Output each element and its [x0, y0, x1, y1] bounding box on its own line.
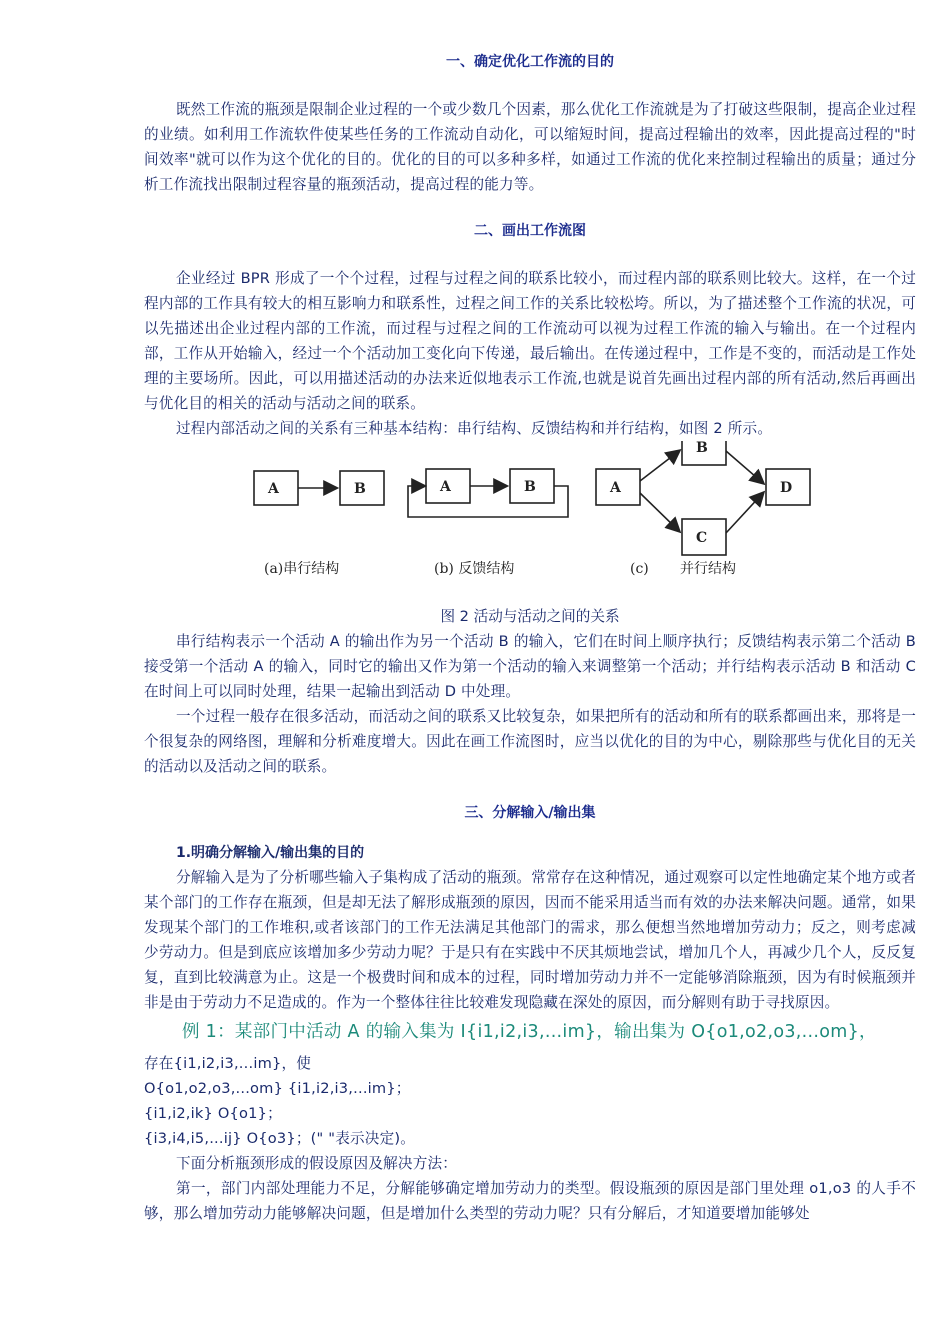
- parallel-label-c: C: [696, 530, 708, 546]
- parallel-caption-text: 并行结构: [680, 561, 736, 577]
- section2-paragraph-1: 企业经过 BPR 形成了一个个过程，过程与过程之间的联系比较小，而过程内部的联系则比较大。这样，在一个过程内部的工作具有较大的相互影响力和联系性，过程之间工作的关系比较松垮。所以，为了描述整个工作流的状况，可以先描述出企业过程内部的工作流，而过程与过程之间的工作流动可以视为过程工作流的输入与输出。在一个过程内部，工作从开始输入，经过一个个活动加工变化向下传递，最后输出。在传递过程中，工作是不变的，而活动是工作处理的主要场所。因此，可以用描述活动的办法来近似地表示工作流,也就是说首先画出过程内部的所有活动,然后再画出与优化目的相关的活动与活动之间的联系。: [144, 270, 916, 412]
- serial-label-b: B: [354, 481, 366, 497]
- example-line-4: {i3,i4,i5,...ij} O{o3}；(" "表示决定)。: [144, 1130, 416, 1147]
- feedback-caption: (b) 反馈结构: [434, 561, 515, 577]
- parallel-label-d: D: [780, 480, 793, 496]
- section3-title: 三、分解输入/输出集: [464, 805, 596, 821]
- section3-subheading-1: 1.明确分解输入/输出集的目的: [176, 845, 365, 861]
- section3-paragraph-3: 第一，部门内部处理能力不足，分解能够确定增加劳动力的类型。假设瓶颈的原因是部门里处理 o1,o3 的人手不够，那么增加劳动力能够解决问题，但是增加什么类型的劳动力呢？只有分解后，才知道要增加能够处: [144, 1180, 916, 1222]
- parallel-arrow-a-b: [640, 451, 679, 481]
- section2-paragraph-4: 一个过程一般存在很多活动，而活动之间的联系又比较复杂，如果把所有的活动和所有的联系都画出来，那将是一个很复杂的网络图，理解和分析难度增大。因此在画工作流图时，应当以优化的目的为中心，剔除那些与优化目的无关的活动以及活动之间的联系。: [144, 708, 916, 775]
- parallel-caption-letter: (c): [630, 561, 649, 577]
- document-page: [144, 0, 916, 1226]
- section3-paragraph-1: 分解输入是为了分析哪些输入子集构成了活动的瓶颈。常常存在这种情况，通过观察可以定性地确定某个地方或者某个部门的工作存在瓶颈，但是却无法了解形成瓶颈的原因，因而不能采用适当而有效的办法来解决问题。通常，如果发现某个部门的工作堆积,或者该部门的工作无法满足其他部门的需求，那么便想当然地增加劳动力；反之，则考虑减少劳动力。但是到底应该增加多少劳动力呢？于是只有在实践中不厌其烦地尝试，增加几个人，再减少几个人，反反复复，直到比较满意为止。这是一个极费时间和成本的过程，同时增加劳动力并不一定能够消除瓶颈，因为有时候瓶颈并非是由于劳动力不足造成的。作为一个整体往往比较难发现隐藏在深处的原因，而分解则有助于寻找原因。: [144, 869, 916, 1011]
- example-1: 例 1：某部门中活动 A 的输入集为 I{i1,i2,i3,...im}，输出集为 O{o1,o2,o3,...om}，: [182, 1022, 877, 1042]
- section2-paragraph-3: 串行结构表示一个活动 A 的输出作为另一个活动 B 的输入，它们在时间上顺序执行；反馈结构表示第二个活动 B 接受第一个活动 A 的输入，同时它的输出又作为第一个活动的输入来调整第一个活动；并行结构表示活动 B 和活动 C 在时间上可以同时处理，结果一起输出到活动 D 中处理。: [144, 633, 916, 700]
- parallel-arrow-b-d: [726, 451, 763, 483]
- example-line-1: 存在{i1,i2,i3,...im}，使: [144, 1055, 312, 1072]
- feedback-structure: [408, 469, 568, 577]
- parallel-label-b: B: [696, 441, 708, 456]
- serial-caption: (a)串行结构: [264, 561, 340, 577]
- parallel-label-a: A: [610, 480, 621, 496]
- feedback-label-b: B: [524, 479, 536, 495]
- section2-title: 二、画出工作流图: [474, 223, 586, 239]
- section2-paragraph-2: 过程内部活动之间的关系有三种基本结构：串行结构、反馈结构和并行结构，如图 2 所示。: [176, 420, 773, 437]
- section1-paragraph: 既然工作流的瓶颈是限制企业过程的一个或少数几个因素，那么优化工作流就是为了打破这些限制，提高企业过程的业绩。如利用工作流软件使某些任务的工作流动自动化，可以缩短时间，提高过程输出的效率，因此提高过程的"时间效率"就可以作为这个优化的目的。优化的目的可以多种多样，如通过工作流的优化来控制过程输出的质量；通过分析工作流找出限制过程容量的瓶颈活动，提高过程的能力等。: [144, 101, 916, 193]
- parallel-arrow-a-c: [640, 493, 679, 531]
- serial-label-a: A: [268, 481, 279, 497]
- example-line-3: {i1,i2,ik} O{o1}；: [144, 1105, 282, 1122]
- section3-paragraph-2: 下面分析瓶颈形成的假设原因及解决方法：: [176, 1155, 458, 1172]
- serial-structure: [254, 471, 384, 577]
- figure-2-caption: 图 2 活动与活动之间的关系: [440, 608, 620, 625]
- figure-2: [144, 441, 916, 591]
- figure-2-diagram: [144, 441, 916, 591]
- parallel-structure: [596, 441, 810, 577]
- example-line-2: O{o1,o2,o3,...om} {i1,i2,i3,...im}；: [144, 1080, 411, 1097]
- feedback-label-a: A: [440, 479, 451, 495]
- parallel-arrow-c-d: [726, 493, 763, 533]
- section1-title: 一、确定优化工作流的目的: [446, 54, 614, 70]
